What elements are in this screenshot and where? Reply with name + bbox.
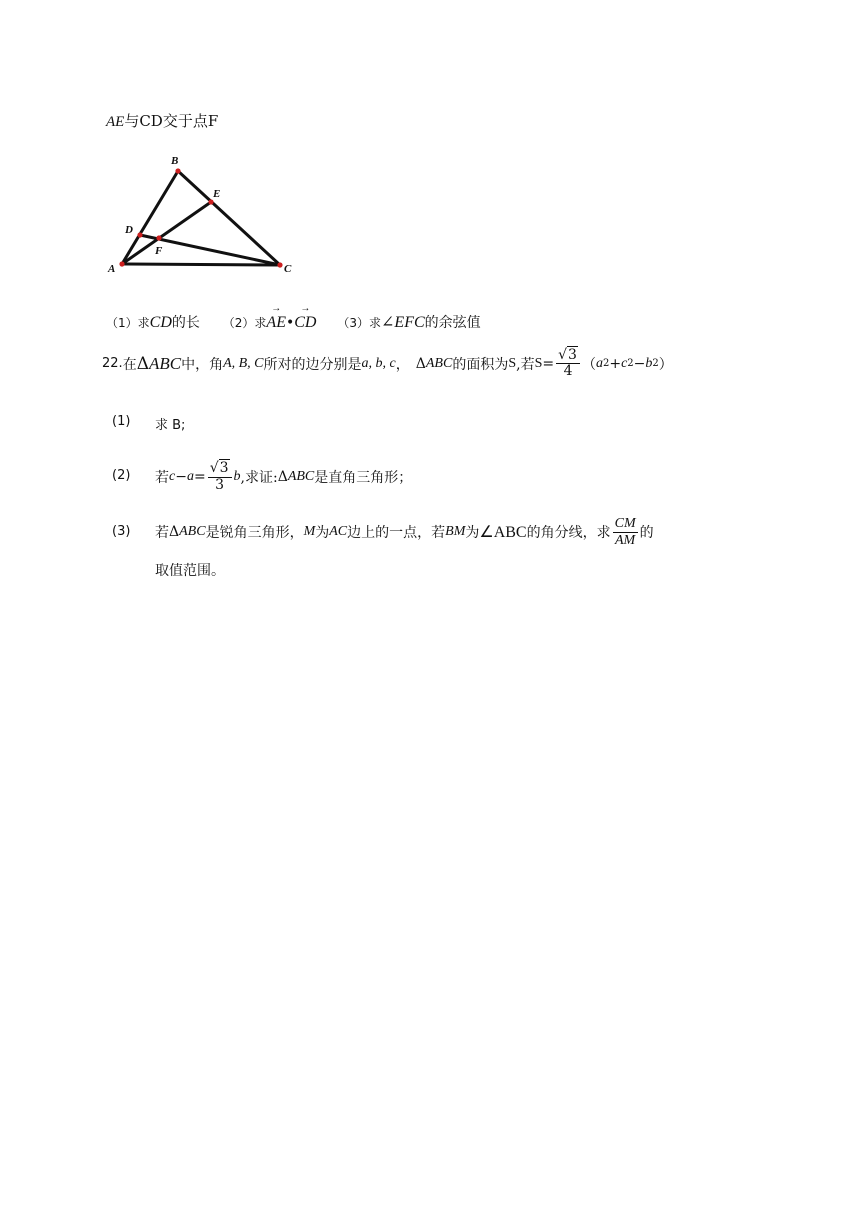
- q22-sub-1: [112, 414, 186, 433]
- sub3-bm: BM: [445, 524, 466, 539]
- q21-p2-num: （2）求: [222, 316, 267, 330]
- sub2-sqrt3: 3: [219, 460, 229, 477]
- q21-p3-var: EFC: [394, 314, 425, 331]
- q22-var-c: c: [621, 355, 628, 371]
- sub3-fraction: [613, 516, 638, 548]
- sub1-number: (1): [112, 414, 131, 429]
- q21-p2-vec-ae: → AE: [266, 314, 286, 332]
- q22-s3: 所对的边分别是: [263, 356, 362, 373]
- q21-p3-angle: ∠: [381, 312, 395, 331]
- sub3-pre: 若: [155, 525, 169, 541]
- q22-sub-2: [112, 452, 612, 502]
- q21-p3-num: （3）求: [337, 316, 382, 330]
- q21-p1-num: （1）求: [106, 316, 150, 330]
- q22-sq-a: 2: [602, 358, 610, 370]
- q22-delta1: Δ: [136, 353, 149, 374]
- intro-ae: AE: [106, 114, 125, 130]
- sub2-delta: Δ: [277, 469, 288, 485]
- q21-p3-tail: 的余弦值: [424, 315, 481, 331]
- q22-vars-upper: A, B, C: [223, 355, 264, 371]
- triangle-figure: [100, 150, 300, 280]
- sub3-t4: 为: [465, 525, 480, 541]
- segment-bc: [178, 171, 280, 265]
- point-c: [277, 262, 282, 267]
- sub2-var-a: a: [186, 469, 194, 484]
- point-b: [175, 168, 180, 173]
- sub2-den3: 3: [215, 476, 225, 493]
- q22-fraction: $\frac{√3}{4}$: [556, 348, 580, 380]
- sub2-tail: 是直角三角形；: [314, 470, 413, 486]
- sub3-delta: Δ: [169, 524, 180, 540]
- sub3-t1: 是锐角三角形，: [205, 525, 304, 541]
- point-d: [137, 232, 142, 237]
- q22-number: 22.: [102, 356, 123, 372]
- label-c: C: [284, 263, 292, 275]
- sub3-am: AM: [615, 532, 636, 548]
- q22-sub-3: [112, 508, 772, 579]
- q22-s-var-2: S: [534, 355, 543, 371]
- sub3-m: M: [303, 524, 316, 539]
- segment-ab: [122, 171, 178, 264]
- q22-s6: ,若: [516, 356, 535, 373]
- point-f: [156, 235, 161, 240]
- q22-var-b: b: [645, 355, 653, 371]
- sub2-fraction: $\frac{√3}{3}$: [208, 461, 232, 493]
- q22-sq-c: 2: [627, 358, 634, 370]
- sub2-eq: =: [193, 469, 206, 485]
- sub3-number: (3): [112, 524, 131, 539]
- sub3-t5: 的角分线，求: [526, 525, 611, 541]
- q22-s2: 中，角: [181, 356, 224, 373]
- q22-plus: +: [609, 355, 622, 372]
- q22-s4: ，: [395, 356, 410, 373]
- q22-abc1: ABC: [148, 353, 182, 373]
- q22-delta2: Δ: [415, 355, 426, 372]
- point-a: [119, 261, 124, 266]
- sub3-t2: 为: [315, 525, 330, 541]
- q22-sq-b: 2: [652, 358, 659, 370]
- q22-vars-lower: a, b, c: [361, 355, 396, 371]
- intro-text: 与CD交于点F: [124, 112, 219, 130]
- label-a: A: [108, 263, 116, 275]
- q21-parts: [106, 312, 481, 332]
- sub2-abc: ABC: [287, 469, 315, 484]
- q22-s1: 在: [122, 356, 137, 373]
- q22-s-var: S: [508, 355, 517, 371]
- q21-p2-vec-cd: → CD: [294, 314, 316, 332]
- sub3-line2: 取值范围。: [155, 563, 225, 579]
- q21-p1-var: CD: [149, 314, 172, 331]
- sub3-angle: ∠ABC: [479, 524, 527, 541]
- q21-p1-tail: 的长: [171, 315, 200, 331]
- q22-statement: [102, 348, 673, 380]
- sub2-minus: −: [175, 469, 187, 485]
- segment-ac: [122, 264, 280, 265]
- q22-minus: −: [633, 355, 646, 372]
- sub1-text: 求 B;: [155, 418, 186, 433]
- label-d: D: [125, 224, 133, 236]
- sub3-cm: CM: [614, 516, 636, 532]
- sub2-pre: 若: [155, 470, 169, 486]
- q21-p2-dot: •: [285, 315, 295, 331]
- sub3-t6: 的: [639, 525, 654, 541]
- label-e: E: [213, 188, 221, 200]
- sub3-t3: 边上的一点，若: [347, 525, 446, 541]
- q22-sqrt3: 3: [568, 347, 577, 363]
- segment-ae: [122, 202, 211, 264]
- label-b: B: [171, 155, 179, 167]
- q22-paren-open: （: [581, 356, 596, 373]
- q22-paren-close: ）: [658, 356, 673, 373]
- label-f: F: [155, 245, 163, 257]
- sub2-number: (2): [112, 468, 131, 483]
- q22-s5: 的面积为: [452, 356, 509, 373]
- sub2-var-b: b: [233, 469, 241, 484]
- q22-eq: =: [542, 355, 555, 372]
- q22-den4: 4: [563, 363, 573, 380]
- intro-line: [106, 110, 218, 131]
- sub3-ac: AC: [329, 524, 348, 539]
- sub2-var-c: c: [169, 469, 176, 484]
- point-e: [208, 199, 213, 204]
- sub3-abc: ABC: [179, 524, 206, 539]
- q22-var-a: a: [595, 355, 603, 371]
- q22-abc2: ABC: [425, 355, 453, 371]
- sub2-mid: ,求证:: [240, 470, 278, 486]
